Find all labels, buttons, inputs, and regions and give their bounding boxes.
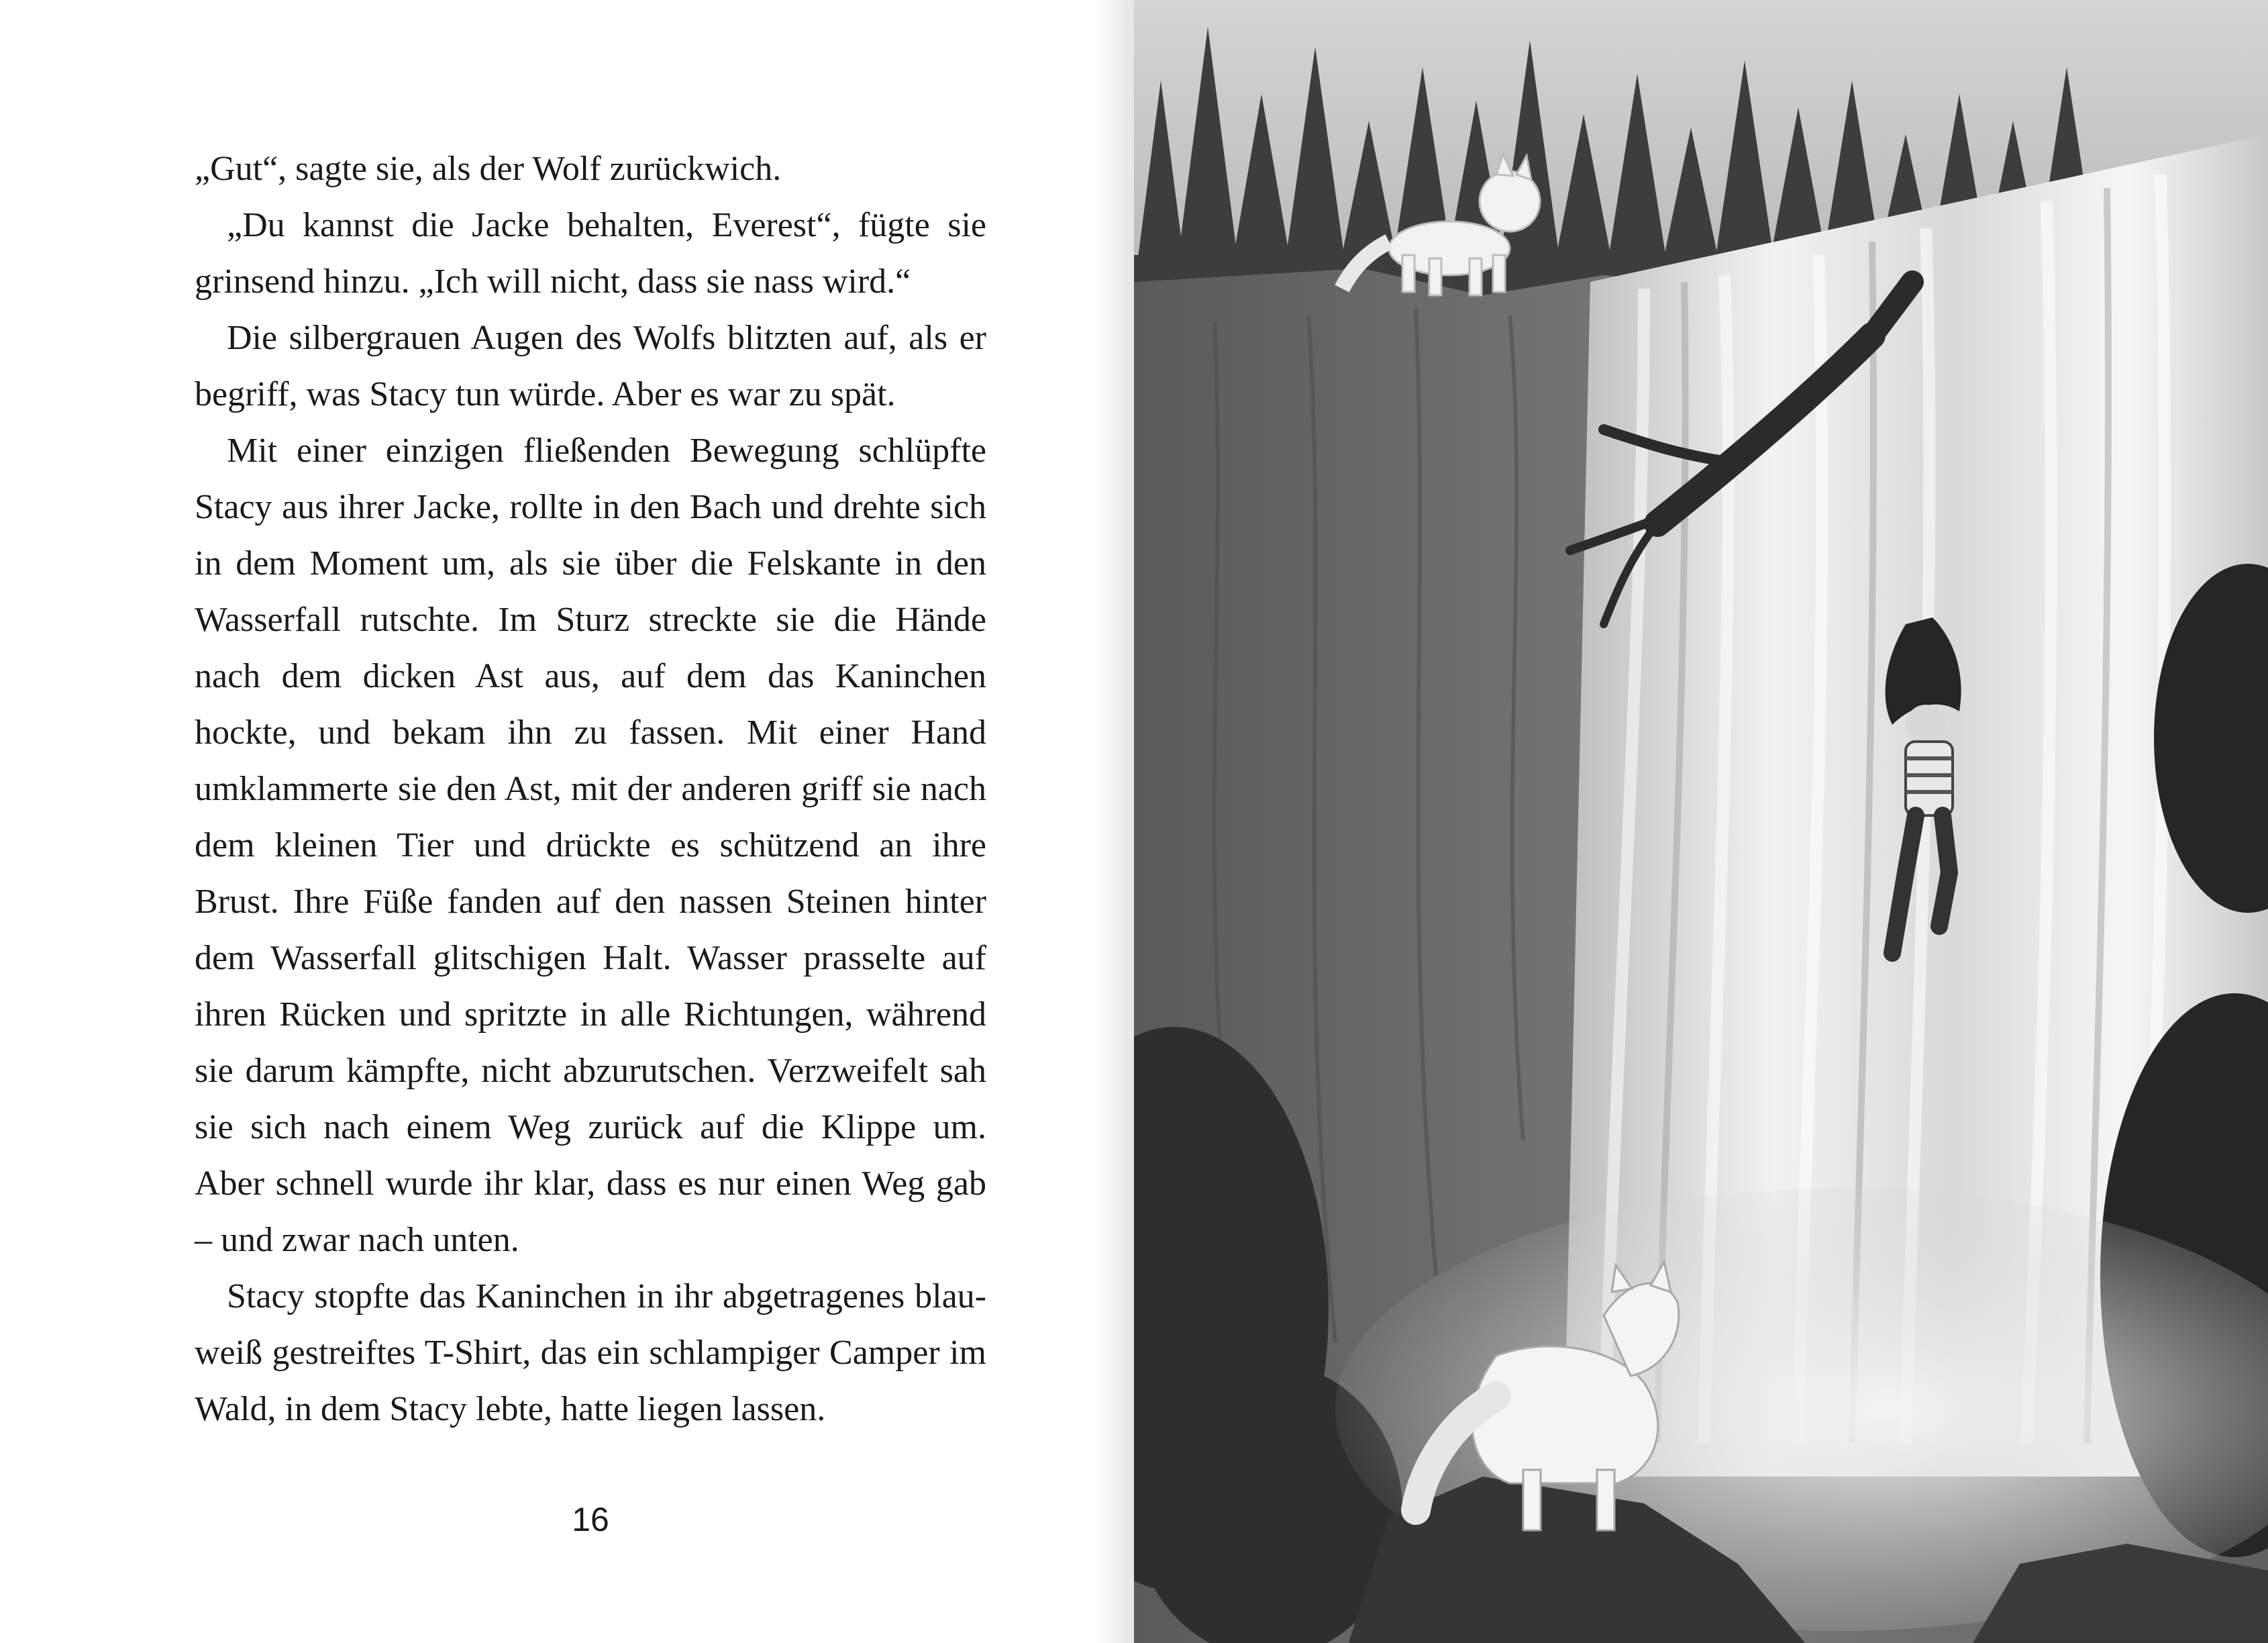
page-number: 16 [572, 1501, 609, 1538]
paragraph-2: „Du kannst die Jacke behalten, Everest“, fügte sie grinsend hinzu. „Ich will nicht, dass sie nass wird.“ [195, 206, 986, 301]
waterfall-illustration [1134, 0, 2268, 1643]
paragraph-5: Stacy stopfte das Kaninchen in ihr abgetragenes blau-weiß gestreiftes T-Shirt, das ein schlampiger Camper im Wald, in dem Stacy lebte, hatte liegen lassen. [195, 1277, 986, 1428]
paragraph-4: Mit einer einzigen fließenden Bewegung schlüpfte Stacy aus ihrer Jacke, rollte in den Bach und drehte sich in dem Moment um, als sie über die Felskante in den Wasserfall rutschte. Im Sturz streckte sie die Hände nach dem dicken Ast aus, auf dem das Kaninchen hockte, und bekam ihn zu fassen. Mit einer Hand umklammerte sie den Ast, mit der anderen griff sie nach dem kleinen Tier und drückte es schützend an ihre Brust. Ihre Füße fanden auf den nassen Steinen hinter dem Wasserfall glitschigen Halt. Wasser prasselte auf ihren Rücken und spritzte in alle Richtungen, während sie darum kämpfte, nicht abzurutschen. Verzweifelt sah sie sich nach einem Weg zurück auf die Klippe um. Aber schnell wurde ihr klar, dass es nur einen Weg gab – und zwar nach unten. [195, 432, 986, 1259]
paragraph-1: „Gut“, sagte sie, als der Wolf zurückwich. [195, 150, 782, 188]
gutter-shadow [1094, 0, 1134, 1643]
right-page [1134, 0, 2268, 1643]
paragraph-3: Die silbergrauen Augen des Wolfs blitzten auf, als er begriff, was Stacy tun würde. Aber es war zu spät. [195, 319, 986, 413]
body-text [195, 141, 986, 1438]
